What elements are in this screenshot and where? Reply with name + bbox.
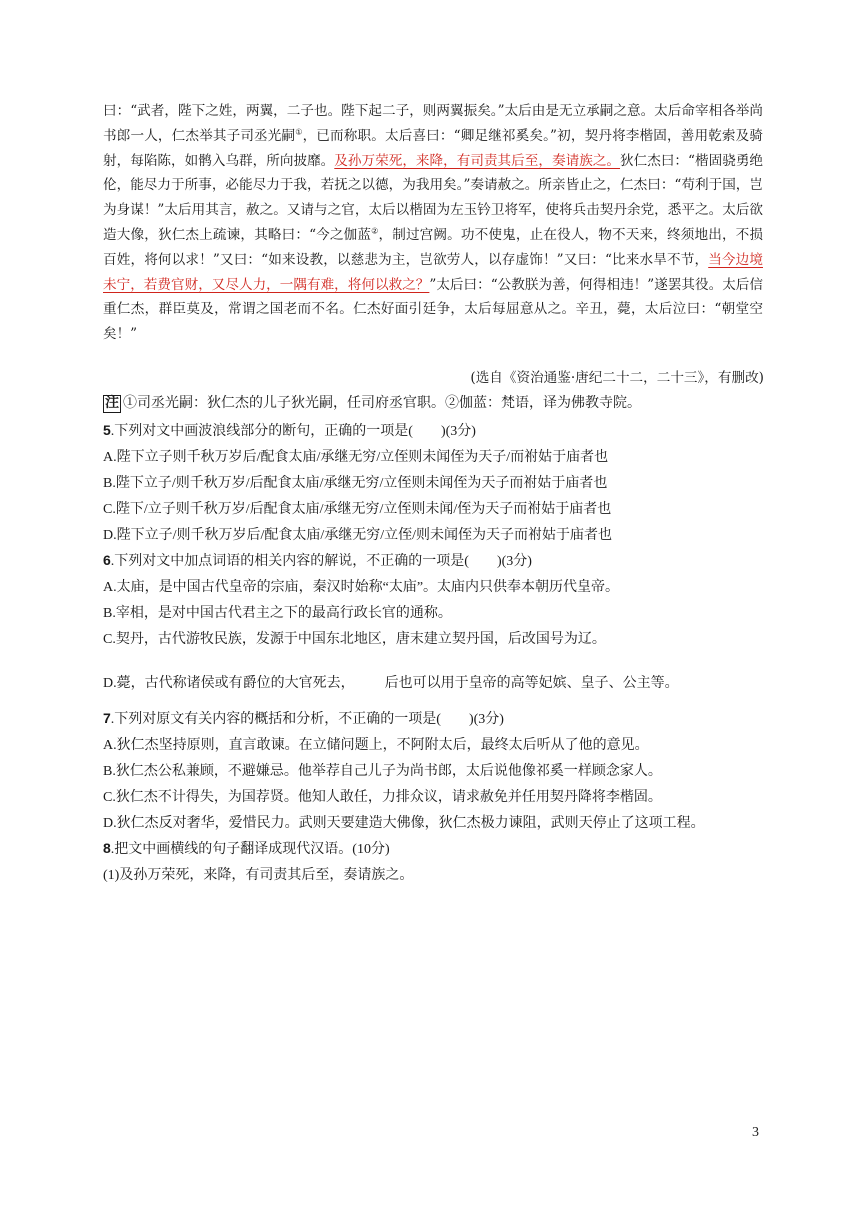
option-b: B.宰相，是对中国古代君主之下的最高行政长官的通称。 (103, 606, 452, 621)
option-a: A.狄仁杰坚持原则，直言敢谏。在立储问题上，不阿附太后，最终太后听从了他的意见。 (103, 738, 649, 753)
question-stem: .把文中画横线的句子翻译成现代汉语。(10分) (110, 842, 390, 857)
question-number: 8 (103, 840, 111, 856)
question-stem: .下列对文中加点词语的相关内容的解说，不正确的一项是( )(3分) (110, 554, 532, 569)
annotation-note (103, 391, 783, 417)
question-5 (103, 417, 783, 549)
footnote-ref-2: ② (371, 226, 379, 236)
passage-text: 曰：“武者，陛下之姓，两翼，二子也。陛下起二子，则两翼振矣。”太后由是无立承嗣之意。太后命宰相各举尚书郎一人，仁杰举其子司丞光嗣 (103, 103, 763, 144)
source-citation: (选自《资治通鉴·唐纪二十二，二十三》，有删改) (470, 370, 764, 386)
underlined-sentence-1: 及孙万荣死，来降，有司责其后至，奏请族之。 (334, 152, 621, 169)
option-d: D.狄仁杰反对奢华，爱惜民力。武则天要建造大佛像，狄仁杰极力谏阻，武则天停止了这项工程。 (103, 816, 705, 831)
question-6-option-d (103, 671, 783, 697)
classical-passage (103, 99, 763, 347)
passage-text: ，制过宫阙。功不使鬼，止在役人，物不天来，终须地出，不损百姓，将何以求！”又曰：“如来设教，以慈悲为主，岂欲劳人，以存虚饰！”又曰：“比来水旱不节， (103, 226, 764, 268)
option-c: C.契丹，古代游牧民族，发源于中国东北地区，唐末建立契丹国，后改国号为辽。 (103, 632, 606, 647)
passage-text: ”太后曰：“公教朕为善，何得相违！”遂罢其役。太后信重仁杰，群臣莫及，常谓之国老而不名。仁杰好面引廷争，太后每屈意从之。辛丑，薨，太后泣曰：“朝堂空矣！” (103, 276, 763, 343)
option-b: B.狄仁杰公私兼顾，不避嫌忌。他举荐自己儿子为尚书郎，太后说他像祁奚一样顾念家人。 (103, 764, 662, 779)
option-d: D.陛下立子/则千秋万岁后/配食太庙/承继无穷/立侄/则未闻侄为天子而祔姑于庙者也 (103, 528, 613, 543)
option-a: A.陛下立子则千秋万岁后/配食太庙/承继无穷/立侄则未闻侄为天子/而祔姑于庙者也 (103, 450, 609, 465)
question-8 (103, 835, 783, 889)
question-number: 6 (103, 552, 111, 568)
sub-question-1: (1)及孙万荣死，来降，有司责其后至，奏请族之。 (103, 868, 414, 883)
option-d-part1: D.薨，古代称诸侯或有爵位的大官死去， (103, 676, 355, 691)
question-number: 7 (103, 710, 111, 726)
passage-text: ，已而称职。太后喜曰：“卿足继祁奚矣。”初，契丹将李楷固，善用乾索及骑射，每陷陈，如鹘入乌群，所向披靡。 (103, 127, 763, 169)
question-7 (103, 705, 783, 837)
footnote-ref-1: ① (295, 127, 303, 137)
underlined-sentence-2: 当今边境未宁，若费官财，又尽人力，一隅有难，将何以救之？ (103, 251, 763, 293)
note-tag: 注 (105, 396, 119, 411)
page-number: 3 (752, 1125, 759, 1140)
option-d-part2: 后也可以用于皇帝的高等妃嫔、皇子、公主等。 (384, 676, 679, 691)
option-c: C.陛下/立子则千秋万岁/后配食太庙/承继无穷/立侄则未闻/侄为天子而祔姑于庙者也 (103, 502, 612, 517)
option-b: B.陛下立子/则千秋万岁/后配食太庙/承继无穷/立侄则未闻侄为天子而祔姑于庙者也 (103, 476, 608, 491)
option-c: C.狄仁杰不计得失，为国荐贤。他知人敢任，力排众议，请求赦免并任用契丹降将李楷固。 (103, 790, 662, 805)
question-stem: .下列对原文有关内容的概括和分析，不正确的一项是( )(3分) (110, 712, 504, 727)
question-number: 5 (103, 422, 111, 438)
note-text: ①司丞光嗣：狄仁杰的儿子狄光嗣，任司府丞官职。②伽蓝：梵语，译为佛教寺院。 (123, 396, 641, 411)
passage-text: 狄仁杰曰：“楷固骁勇绝伦，能尽力于所事，必能尽力于我，若抚之以德，为我用矣。”奏请赦之。所亲皆止之，仁杰曰：“苟利于国，岂为身谋！”太后用其言，赦之。又请与之官，太后以楷固为左玉钤卫将军，使将兵击契丹余党，悉平之。太后欲造大像，狄仁杰上疏谏，其略曰：“今之伽蓝 (103, 152, 764, 243)
question-stem: .下列对文中画波浪线部分的断句，正确的一项是( )(3分) (110, 424, 476, 439)
option-a: A.太庙，是中国古代皇帝的宗庙，秦汉时始称“太庙”。太庙内只供奉本朝历代皇帝。 (103, 580, 620, 595)
question-6 (103, 547, 783, 653)
